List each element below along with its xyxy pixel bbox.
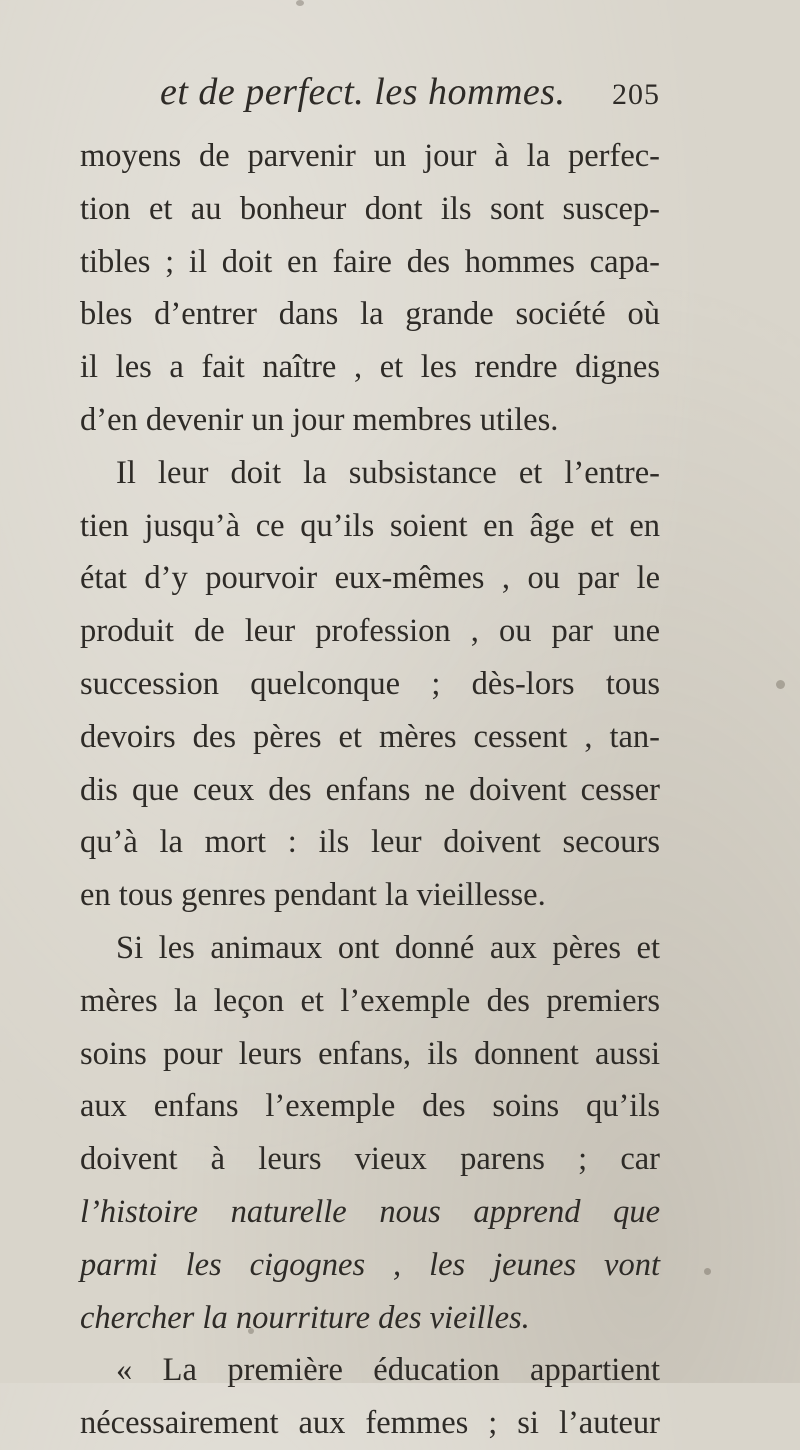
- text-line: état d’y pourvoir eux-mêmes , ou par le: [80, 560, 660, 597]
- page-number: 205: [612, 78, 660, 111]
- text-line: Si les animaux ont donné aux pères et: [116, 929, 660, 966]
- text-line: soins pour leurs enfans, ils donnent aussi: [80, 1035, 660, 1072]
- text-line: bles d’entrer dans la grande société où: [80, 296, 660, 333]
- paper-speck: [296, 0, 304, 6]
- running-head: [160, 70, 660, 120]
- text-line: moyens de parvenir un jour à la perfec-: [80, 138, 660, 174]
- text-line: nécessairement aux femmes ; si l’auteur: [80, 1405, 660, 1442]
- text-line: en tous genres pendant la vieillesse.: [80, 877, 546, 914]
- text-line: doivent à leurs vieux parens ; car: [80, 1141, 660, 1178]
- body-text: [80, 130, 660, 1450]
- text-line: l’histoire naturelle nous apprend que: [80, 1193, 660, 1230]
- text-line: devoirs des pères et mères cessent , tan-: [80, 718, 660, 755]
- text-line: succession quelconque ; dès-lors tous: [80, 665, 660, 702]
- paper-speck: [704, 1268, 711, 1275]
- text-line: tien jusqu’à ce qu’ils soient en âge et en: [80, 507, 660, 544]
- text-line: « La première éducation appartient: [116, 1352, 660, 1389]
- text-line: il les a fait naître , et les rendre dignes: [80, 349, 660, 386]
- paper-speck: [248, 1328, 254, 1334]
- text-line: d’en devenir un jour membres utiles.: [80, 401, 559, 438]
- text-line: tibles ; il doit en faire des hommes capa-: [80, 243, 660, 280]
- paper-speck: [776, 680, 785, 689]
- running-head-title: et de perfect. les hommes.: [160, 71, 566, 113]
- text-line: parmi les cigognes , les jeunes vont: [80, 1246, 660, 1283]
- text-line: Il leur doit la subsistance et l’entre-: [116, 454, 660, 491]
- text-line: produit de leur profession , ou par une: [80, 613, 660, 650]
- text-line: aux enfans l’exemple des soins qu’ils: [80, 1088, 660, 1125]
- text-line: dis que ceux des enfans ne doivent cesser: [80, 771, 660, 808]
- text-line: tion et au bonheur dont ils sont suscep-: [80, 190, 660, 227]
- text-line: qu’à la mort : ils leur doivent secours: [80, 824, 660, 861]
- text-line: mères la leçon et l’exemple des premiers: [80, 982, 660, 1019]
- text-line: chercher la nourriture des vieilles.: [80, 1299, 530, 1336]
